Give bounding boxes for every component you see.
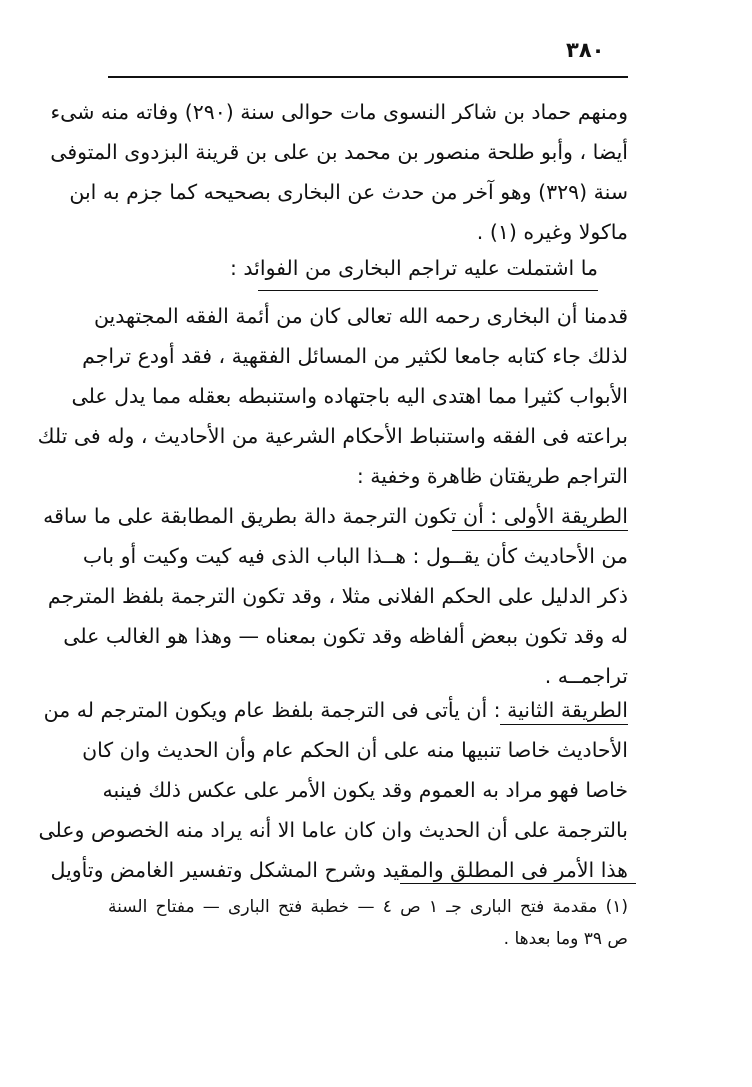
- footnote-line: (١) مقدمة فتح البارى جـ ١ ص ٤ — خطبة فتح البارى — مفتاح السنة: [108, 897, 628, 917]
- second-method-underline: [500, 724, 628, 725]
- text-line: من الأحاديث كأن يقــول : هــذا الباب الذى فيه كيت وكيت أو باب: [82, 544, 628, 568]
- section-heading-underline: [258, 290, 598, 291]
- text-line: الأبواب كثيرا مما اهتدى اليه باجتهاده واستنبطه بعقله مما يدل على: [71, 384, 628, 408]
- paragraph-4: [38, 690, 628, 890]
- text-line: سنة (٣٢٩) وهو آخر من حدث عن البخارى بصحيحه كما جزم به ابن: [69, 180, 628, 204]
- text-line: التراجم طريقتان ظاهرة وخفية :: [356, 464, 628, 488]
- paragraph-2: [37, 296, 628, 496]
- footnote-line: ص ٣٩ وما بعدها .: [503, 929, 628, 949]
- text-line: الأحاديث خاصا تنبيها منه على أن الحكم عام وأن الحديث وان كان: [82, 738, 628, 762]
- header-rule: [108, 76, 628, 78]
- text-line: لذلك جاء كتابه جامعا لكثير من المسائل الفقهية ، فقد أودع تراجم: [82, 344, 628, 368]
- text-line: تراجمــه .: [544, 664, 628, 688]
- text-line: خاصا فهو مراد به العموم وقد يكون الأمر على عكس ذلك فينبه: [102, 778, 628, 802]
- text-line: الطريقة الثانية : أن يأتى فى الترجمة بلفظ عام ويكون المترجم له من: [43, 698, 628, 722]
- text-line: بالترجمة على أن الحديث وان كان عاما الا أنه يراد منه الخصوص وعلى: [38, 818, 628, 842]
- text-line: براعته فى الفقه واستنباط الأحكام الشرعية من الأحاديث ، وله فى تلك: [37, 424, 628, 448]
- text-line: قدمنا أن البخارى رحمه الله تعالى كان من أئمة الفقه المجتهدين: [93, 304, 628, 328]
- first-method-underline: [452, 530, 628, 531]
- text-line: الطريقة الأولى : أن تكون الترجمة دالة بطريق المطابقة على ما ساقه: [43, 504, 628, 528]
- text-line: هذا الأمر فى المطلق والمقيد وشرح المشكل وتفسير الغامض وتأويل: [50, 858, 628, 882]
- footnote-separator: [400, 883, 636, 884]
- text-line: ذكر الدليل على الحكم الفلانى مثلا ، وقد تكون الترجمة بلفظ المترجم: [47, 584, 628, 608]
- page-number: ٣٨٠: [566, 38, 605, 62]
- paragraph-3: [43, 496, 628, 696]
- section-heading: ما اشتملت عليه تراجم البخارى من الفوائد :: [230, 256, 598, 280]
- footnote: [108, 891, 628, 955]
- text-line: ومنهم حماد بن شاكر النسوى مات حوالى سنة (٢٩٠) وفاته منه شىء: [50, 100, 628, 124]
- text-line: أيضا ، وأبو طلحة منصور بن محمد بن على بن قرينة البزدوى المتوفى: [50, 140, 628, 164]
- text-line: ماكولا وغيره (١) .: [476, 220, 628, 244]
- paragraph-1: [50, 92, 628, 252]
- text-line: له وقد تكون ببعض ألفاظه وقد تكون بمعناه — وهذا هو الغالب على: [63, 624, 628, 648]
